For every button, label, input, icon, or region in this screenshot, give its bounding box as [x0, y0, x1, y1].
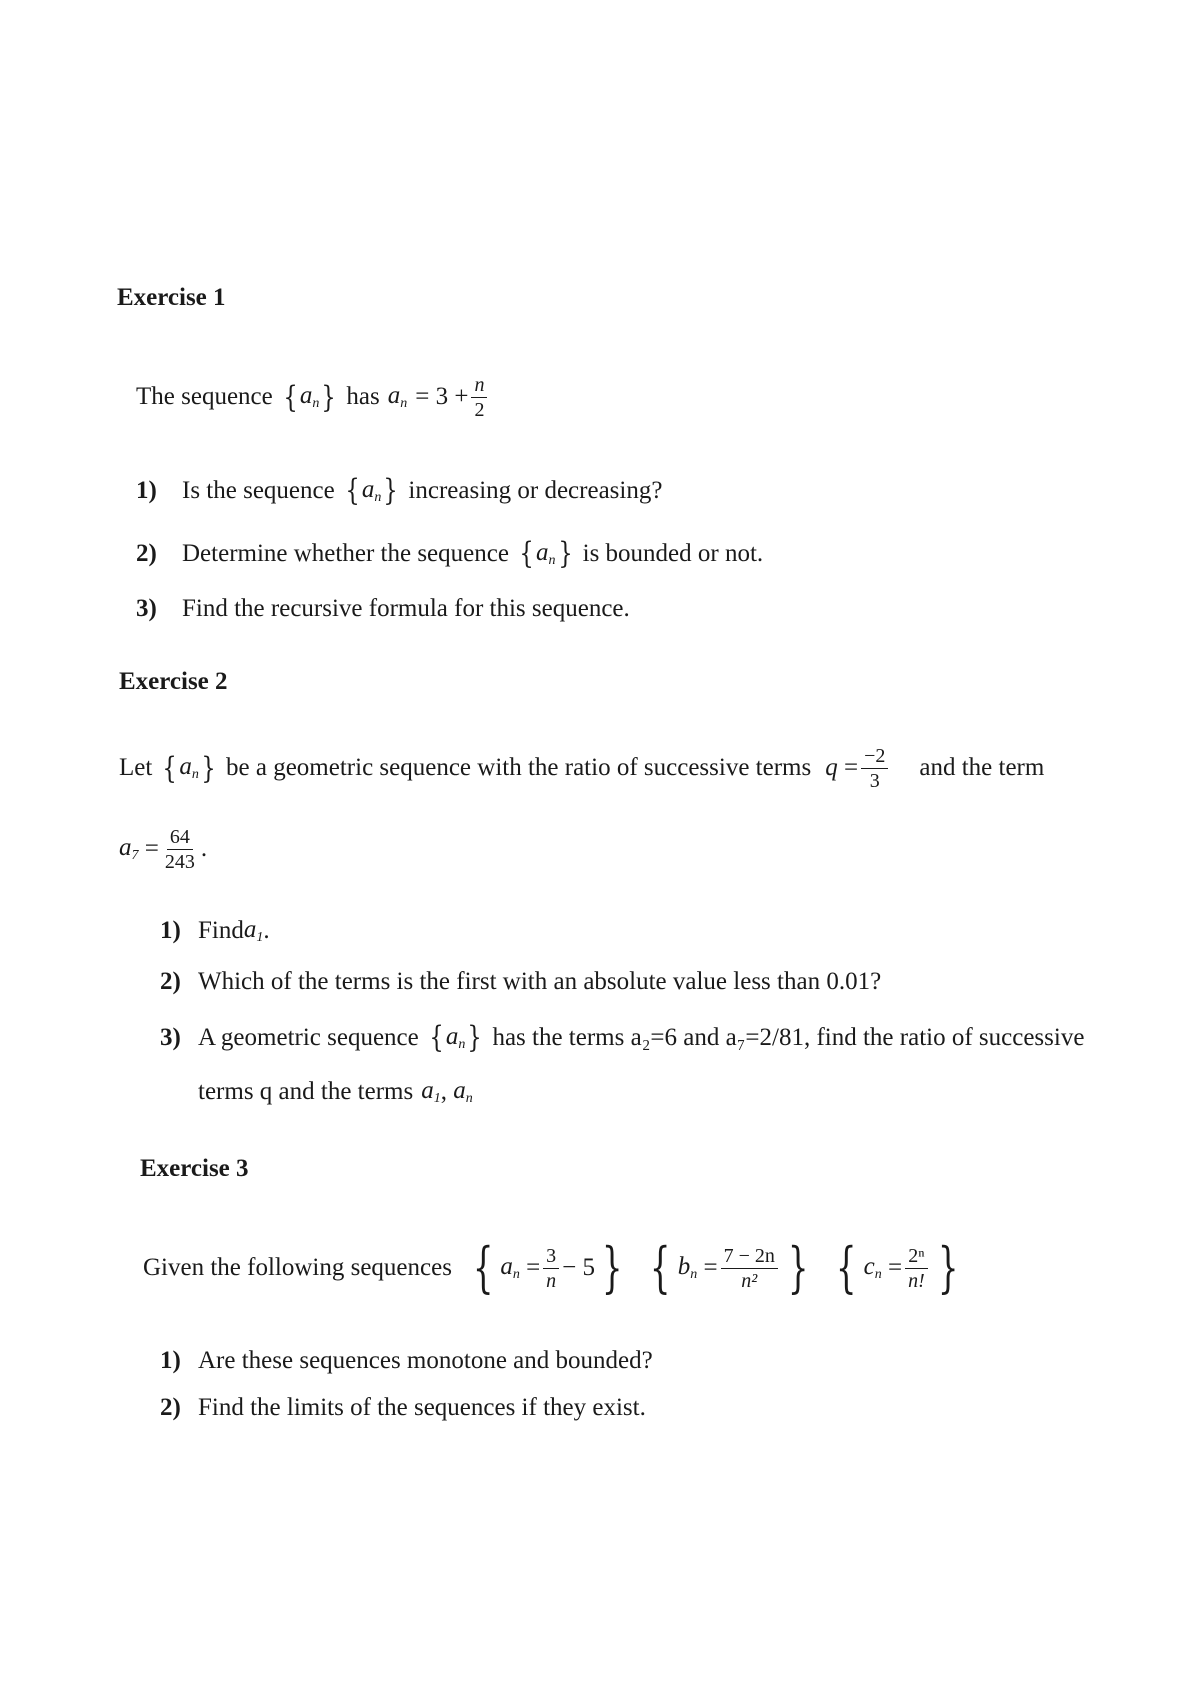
fraction-b-n: $\frac{7 - 2n}{\text{n²}}$ — [721, 1245, 778, 1292]
exercise-3-question-2: 2) Find the limits of the sequences if they exist. — [160, 1394, 646, 1421]
exercise-1-question-1: 1) Is the sequence { $a_n$ } increasing or decreasing? — [136, 473, 663, 508]
exercise-2-question-2: 2) Which of the terms is the first with an absolute value less than 0.01? — [160, 968, 882, 995]
fraction-a7: $\frac{64}{243}$ — [164, 825, 195, 873]
exercise-1-statement: The sequence { $a_n$ } has $a_n$ = 3 + $\frac{n}{2}$ — [136, 372, 490, 422]
statement-text: has — [346, 383, 380, 410]
fraction-q: $\frac{-2}{3}$ — [861, 745, 888, 792]
exercise-2-question-3-continued: terms q and the terms $a_1$ , $a_n$ — [198, 1077, 473, 1106]
exercise-2-statement: Let { $a_n$ } be a geometric sequence with the ratio of successive terms q = $\frac{-2}{3}$ and the term — [119, 744, 1045, 792]
exercise-3-statement: Given the following sequences { $a_n$ = $\frac{3}{n}$ − 5 } { $b_n$ = $\frac{7 - 2n}{\text{n²}}$ } { $c_n$ = $\frac{\text{2ⁿ}}{n!}$ } — [143, 1236, 959, 1299]
exercise-1-question-2: 2) Determine whether the sequence { $a_n$ } is bounded or not. — [136, 536, 764, 571]
exercise-1-heading: Exercise 1 — [117, 284, 226, 311]
exercise-2-question-1: 1) Find $a_1$ . — [160, 916, 270, 945]
exercise-2-heading: Exercise 2 — [119, 668, 228, 695]
formula-equals: = 3 + — [415, 383, 469, 410]
exercise-2-question-3: 3) A geometric sequence { $a_n$ } has the terms a₂=6 and a₇=2/81, find the ratio of successive — [160, 1020, 1085, 1055]
fraction-n-over-2: $\frac{n}{2}$ — [471, 374, 487, 421]
exercise-3-question-1: 1) Are these sequences monotone and bounded? — [160, 1347, 653, 1374]
exercise-3-heading: Exercise 3 — [140, 1155, 249, 1182]
fraction-c-n: $\frac{\text{2ⁿ}}{n!}$ — [905, 1245, 928, 1292]
exercise-2-a7-value: $a_7$ = $\frac{64}{243}$ . — [119, 825, 208, 873]
fraction-3-over-n: $\frac{3}{n}$ — [543, 1245, 559, 1292]
exercise-1-question-3: 3) Find the recursive formula for this sequence. — [136, 595, 630, 622]
statement-text: The sequence — [136, 383, 273, 410]
